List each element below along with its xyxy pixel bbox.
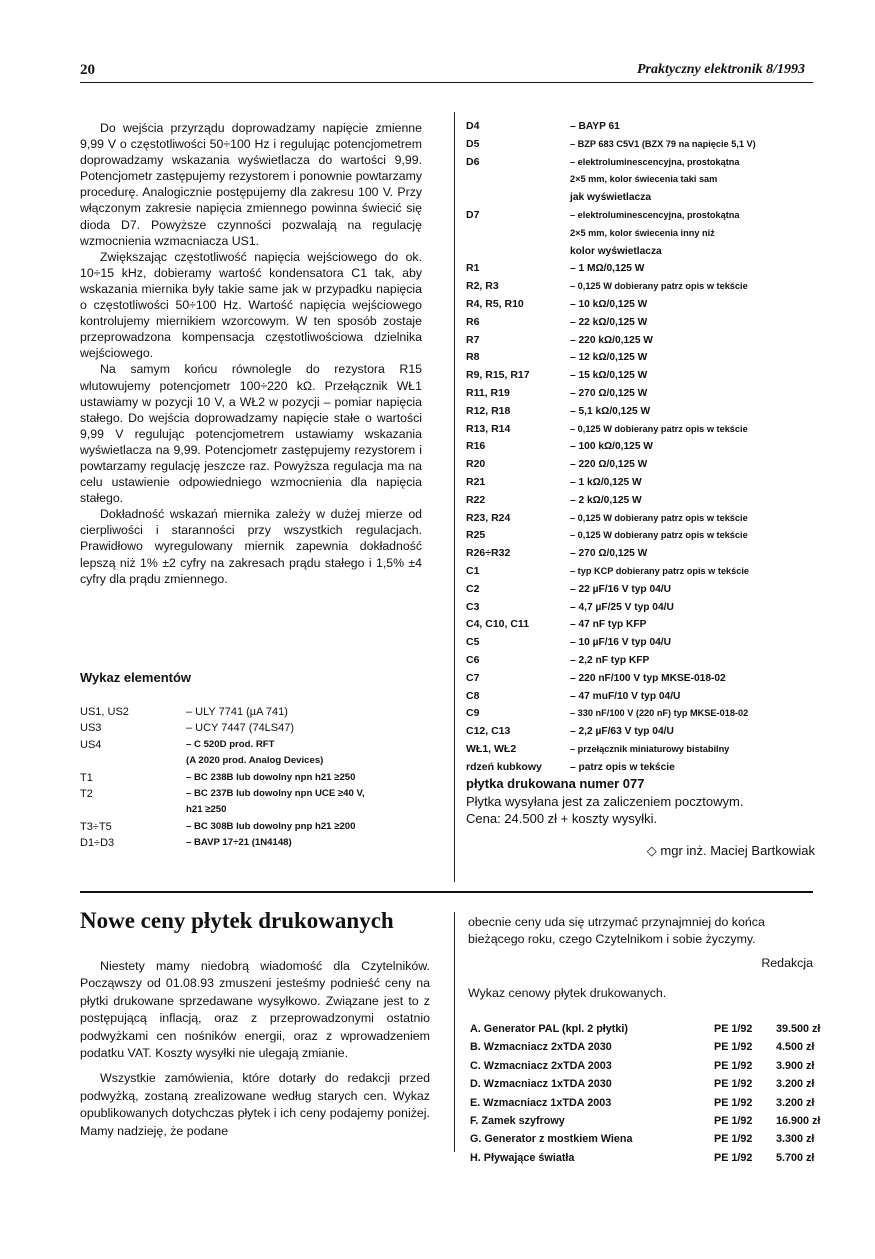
list-item-val: – 5,1 kΩ/0,125 W — [570, 405, 651, 417]
list-item-issue: PE 1/92 — [714, 1023, 753, 1035]
list-item-val: – 0,125 W dobierany patrz opis w tekście — [570, 530, 748, 541]
list-item — [466, 118, 826, 136]
price-list — [470, 1020, 830, 1167]
list-item — [466, 278, 826, 296]
list-item — [466, 599, 826, 617]
list-item-name: A. Generator PAL (kpl. 2 płytki) — [470, 1023, 628, 1035]
list-item-issue: PE 1/92 — [714, 1115, 753, 1128]
list-item — [466, 510, 826, 528]
list-item-ref: D5 — [466, 137, 480, 150]
list-item-val: – elektroluminescencyjna, prostokątna — [570, 156, 740, 167]
list-item-val: – przełącznik miniaturowy bistabilny — [570, 743, 730, 754]
list-item-ref: D6 — [466, 155, 480, 168]
list-item-val: – 15 kΩ/0,125 W — [570, 370, 648, 382]
paragraph: Wszystkie zamówienia, które dotarły do redakcji przed podwyżką, zostaną zrealizowane według starych cen. Wykaz opublikowanych dotychczas płytek i ich ceny podajemy poniżej. Mamy nadzieję, że podane — [80, 1071, 430, 1138]
list-item-name: D. Wzmacniacz 1xTDA 2030 — [470, 1078, 612, 1091]
pcb-number: płytka drukowana numer 077 — [466, 776, 645, 791]
list-item — [466, 385, 826, 403]
list-item-ref: T3÷T5 — [80, 820, 112, 833]
list-item-val: – 330 nF/100 V (220 nF) typ MKSE-018-02 — [570, 708, 749, 719]
list-item-ref: R9, R15, R17 — [466, 369, 530, 382]
list-item — [466, 296, 826, 314]
list-item-val: h21 ≥250 — [186, 804, 227, 816]
list-item — [466, 421, 826, 439]
list-item-val: – BC 238B lub dowolny npn h21 ≥250 — [186, 771, 356, 783]
list-item-ref: C6 — [466, 653, 480, 666]
list-item — [466, 367, 826, 385]
list-item-val: – 12 kΩ/0,125 W — [570, 352, 648, 364]
list-item-val: – 22 µF/16 V typ 04/U — [570, 583, 671, 595]
list-item-val: – ULY 7741 (µA 741) — [186, 706, 288, 718]
list-item-ref: C5 — [466, 636, 480, 649]
list-item — [466, 492, 826, 510]
list-item-ref — [466, 225, 570, 243]
list-item-val: – 1 kΩ/0,125 W — [570, 476, 642, 488]
list-item-name: E. Wzmacniacz 1xTDA 2003 — [470, 1096, 612, 1109]
list-item-name: B. Wzmacniacz 2xTDA 2030 — [470, 1041, 612, 1054]
list-item-val: – 220 kΩ/0,125 W — [570, 334, 653, 346]
list-item — [466, 438, 826, 456]
list-item-ref: rdzeń kubkowy — [466, 760, 542, 773]
list-item-val: – 2,2 nF typ KFP — [570, 654, 650, 666]
list-item-ref: R8 — [466, 351, 480, 364]
list-item-price: 3.900 zł — [776, 1059, 815, 1072]
list-item — [466, 759, 826, 777]
list-item-price: 4.500 zł — [776, 1041, 815, 1054]
list-item-issue: PE 1/92 — [714, 1078, 753, 1091]
signature: Redakcja — [761, 956, 813, 970]
list-item-ref: C3 — [466, 600, 480, 613]
list-item-ref — [80, 753, 186, 769]
list-item-ref: D7 — [466, 208, 480, 221]
list-item-ref: D4 — [466, 120, 480, 132]
list-item-ref: R11, R19 — [466, 386, 510, 399]
list-item-ref: C7 — [466, 671, 480, 684]
list-item-price: 3.200 zł — [776, 1078, 815, 1091]
list-item — [466, 581, 826, 599]
parts-list-left — [80, 704, 425, 852]
list-item-ref: R21 — [466, 475, 486, 488]
paragraph: Na samym końcu równolegle do rezystora R15 wlutowujemy potencjometr 100÷220 kΩ. Przełącznik WŁ1 ustawiamy w pozycji 10 V, a WŁ2 w pozycji – pomiar napięcia stałego. Do wejścia doprowadzamy napięcie stałe o wartości 9,99 V regulując potencjometrem ustawiamy wskazania wyświetlacza na 9,99. Potencjometr zastępujemy rezystorem i powtarzamy regulację jeszcze raz. Powyższa regulacja ma na celu ustawienie odpowiedniego wzmocnienia dla napięcia stałego. — [80, 362, 422, 506]
list-item — [80, 819, 425, 835]
list-item-ref: C2 — [466, 582, 480, 595]
list-item-ref: T2 — [80, 788, 93, 801]
list-item — [80, 753, 425, 769]
list-item-price: 3.300 zł — [776, 1133, 815, 1146]
list-item — [466, 545, 826, 563]
paragraph: Zwiększając częstotliwość napięcia wejściowego do ok. 10÷15 kHz, dobieramy wartość kondensatora C1 tak, aby wskazania miernika były takie same jak w przypadku napięcia o częstotliwości 50÷100 Hz. Wartość napięcia wejściowego kontrolujemy miernikiem wzorcowym. W ten sposób zostaje przeprowadzona kompensacja częstotliwościowa dzielnika wejściowego. — [80, 249, 422, 361]
list-item — [466, 741, 826, 759]
list-item-val: – UCY 7447 (74LS47) — [186, 722, 295, 735]
list-item-ref: R12, R18 — [466, 404, 511, 417]
list-item-ref: R6 — [466, 315, 480, 328]
column-divider-bottom — [454, 912, 455, 1152]
list-item-ref: C4, C10, C11 — [466, 618, 530, 631]
list-item-ref: C12, C13 — [466, 725, 511, 738]
list-item-issue: PE 1/92 — [714, 1041, 753, 1054]
list-item-issue: PE 1/92 — [714, 1151, 753, 1164]
list-item-val: – 47 muF/10 V typ 04/U — [570, 690, 681, 702]
list-item — [80, 704, 425, 720]
list-item-ref: US1, US2 — [80, 706, 129, 718]
parts-list-right — [466, 118, 826, 776]
list-item-price: 5.700 zł — [776, 1151, 815, 1164]
list-item-ref: R7 — [466, 333, 480, 346]
list-item — [466, 243, 826, 261]
list-item-issue: PE 1/92 — [714, 1096, 753, 1109]
list-item — [466, 403, 826, 421]
list-item-ref: R4, R5, R10 — [466, 297, 524, 310]
section-rule — [80, 891, 813, 893]
list-item — [466, 136, 826, 154]
list-item-ref: R1 — [466, 262, 480, 275]
list-item — [466, 207, 826, 225]
header-rule — [80, 82, 813, 83]
list-item-ref: R22 — [466, 493, 486, 506]
list-item — [466, 314, 826, 332]
list-item-ref: R13, R14 — [466, 422, 511, 435]
list-item-val: – 100 kΩ/0,125 W — [570, 441, 653, 453]
shipping-note: Płytka wysyłana jest za zaliczeniem pocztowym. — [466, 794, 744, 809]
list-item-ref: D1÷D3 — [80, 837, 115, 850]
list-item-ref: C9 — [466, 707, 480, 720]
list-item — [80, 835, 425, 851]
list-item — [470, 1112, 830, 1130]
list-item — [466, 225, 826, 243]
list-item — [466, 349, 826, 367]
list-item-ref — [466, 171, 570, 189]
list-item-val: – 2,2 µF/63 V typ 04/U — [570, 726, 674, 738]
list-item — [470, 1038, 830, 1056]
list-item-val: – patrz opis w tekście — [570, 761, 675, 773]
list-item-issue: PE 1/92 — [714, 1133, 753, 1146]
list-item-val: – 1 MΩ/0,125 W — [570, 263, 645, 275]
list-item — [80, 770, 425, 786]
list-item-val: – C 520D prod. RFT — [186, 738, 275, 750]
list-item-ref — [80, 802, 186, 818]
list-item — [470, 1130, 830, 1148]
list-item — [466, 634, 826, 652]
list-item — [470, 1075, 830, 1093]
journal-title: Praktyczny elektronik 8/1993 — [637, 62, 805, 77]
list-item-val: – 47 nF typ KFP — [570, 619, 647, 631]
list-item-price: 3.200 zł — [776, 1096, 815, 1109]
list-item — [466, 154, 826, 172]
list-item — [80, 786, 425, 802]
list-item-val: – 2 kΩ/0,125 W — [570, 494, 642, 506]
list-item — [466, 705, 826, 723]
list-item-name: C. Wzmacniacz 2xTDA 2003 — [470, 1059, 612, 1072]
list-item-val: – BAVP 17÷21 (1N4148) — [186, 837, 292, 849]
list-item-val: – 0,125 W dobierany patrz opis w tekście — [570, 281, 748, 292]
list-item — [466, 652, 826, 670]
list-item-ref — [466, 243, 570, 261]
list-item — [470, 1057, 830, 1075]
paragraph: Do wejścia przyrządu doprowadzamy napięcie zmienne 9,99 V o częstotliwości 50÷100 Hz i regulując potencjometrem doprowadzamy wskazania wyświetlacza do wartości 9,99. Potencjometr zastępujemy rezystorem i ponownie powtarzamy procedurę. Analogicznie postępujemy dla zakresu 100 V. Przy włączonym zakresie napięcia zmiennego powinna świecić się dioda D7. Powyższe czynności pozwalają na regulację wzmocnienia wzmacniacza US1. — [80, 121, 422, 248]
list-item — [80, 802, 425, 818]
list-item — [470, 1149, 830, 1167]
article-title: Nowe ceny płytek drukowanych — [80, 908, 394, 933]
list-item-ref: C1 — [466, 564, 480, 577]
list-item — [466, 688, 826, 706]
list-item-val: – 270 Ω/0,125 W — [570, 548, 648, 560]
list-item-ref: C8 — [466, 689, 480, 702]
author: ◇ mgr inż. Maciej Bartkowiak — [646, 843, 815, 858]
list-item-val: – elektroluminescencyjna, prostokątna — [570, 209, 740, 220]
list-item — [466, 723, 826, 741]
list-item-val: – 270 Ω/0,125 W — [570, 387, 648, 399]
list-item-ref: R20 — [466, 458, 486, 471]
list-item-val: – BAYP 61 — [570, 121, 620, 132]
list-item — [466, 260, 826, 278]
price-list-heading: Wykaz cenowy płytek drukowanych. — [468, 986, 667, 1000]
list-item — [470, 1020, 830, 1038]
list-item-name: F. Zamek szyfrowy — [470, 1115, 565, 1128]
list-item-val: – 220 nF/100 V typ MKSE-018-02 — [570, 672, 726, 684]
list-item — [466, 171, 826, 189]
column-divider-top — [454, 112, 455, 882]
article2-continuation: obecnie ceny uda się utrzymać przynajmniej do końca bieżącego roku, czego Czytelnikom i sobie życzymy. — [468, 915, 765, 947]
list-item — [80, 737, 425, 753]
list-item-ref: R2, R3 — [466, 280, 499, 293]
list-item-price: 16.900 zł — [776, 1115, 821, 1128]
list-item-val: – typ KCP dobierany patrz opis w tekście — [570, 565, 750, 576]
paragraph: Dokładność wskazań miernika zależy w dużej mierze od cierpliwości i staranności przy wszystkich regulacjach. Prawidłowo wyregulowany miernik zapewnia dokładność lepszą niż 1% ±2 cyfry na zakresach prądu stałego i 1,5% ±4 cyfry dla prądu zmiennego. — [80, 507, 422, 586]
list-item-name: G. Generator z mostkiem Wiena — [470, 1133, 633, 1146]
list-item-val: – BC 308B lub dowolny pnp h21 ≥200 — [186, 820, 356, 832]
list-item — [466, 670, 826, 688]
list-item-ref: T1 — [80, 771, 93, 784]
list-item-val: 2×5 mm, kolor świecenia inny niż — [570, 227, 715, 238]
list-item — [466, 616, 826, 634]
list-item — [466, 456, 826, 474]
list-item-val: – 10 kΩ/0,125 W — [570, 298, 648, 310]
list-item-ref: US3 — [80, 722, 102, 735]
list-item-val: – BC 237B lub dowolny npn UCE ≥40 V, — [186, 788, 365, 800]
list-item-ref: R16 — [466, 440, 486, 453]
list-item-ref: US4 — [80, 738, 102, 751]
parts-heading: Wykaz elementów — [80, 670, 192, 685]
list-item-val: – 4,7 µF/25 V typ 04/U — [570, 601, 674, 613]
list-item-name: H. Pływające światła — [470, 1151, 575, 1164]
list-item-ref: R23, R24 — [466, 511, 511, 524]
list-item — [466, 527, 826, 545]
list-item-ref: R25 — [466, 529, 486, 542]
list-item-ref: R26÷R32 — [466, 547, 511, 560]
list-item-val: – 0,125 W dobierany patrz opis w tekście — [570, 423, 748, 434]
paragraph: Niestety mamy niedobrą wiadomość dla Czytelników. Począwszy od 01.08.93 zmuszeni jesteśmy podnieść ceny na płytki drukowane sprzedawane wysyłkowo. Związane jest to z postępującą inflacją, oraz z przeprowadzonymi ostatnio podwyżkami cen nośników energii, oraz z wprowadzeniem podatku VAT. Koszty wysyłki nie ulegają zmianie. — [80, 959, 430, 1061]
list-item — [80, 720, 425, 736]
list-item-val: – 10 µF/16 V typ 04/U — [570, 637, 671, 649]
list-item — [466, 563, 826, 581]
pcb-price: Cena: 24.500 zł + koszty wysyłki. — [466, 811, 658, 826]
article-body-left — [80, 120, 422, 587]
list-item-val: – 22 kΩ/0,125 W — [570, 316, 648, 328]
list-item-val: – BZP 683 C5V1 (BZX 79 na napięcie 5,1 V) — [570, 138, 756, 149]
list-item-val: – 220 Ω/0,125 W — [570, 459, 648, 471]
list-item-ref — [466, 189, 570, 207]
list-item-val: jak wyświetlacza — [570, 192, 651, 204]
list-item-val: (A 2020 prod. Analog Devices) — [186, 755, 324, 767]
list-item-val: kolor wyświetlacza — [570, 245, 662, 257]
list-item-ref: WŁ1, WŁ2 — [466, 742, 517, 755]
list-item-val: – 0,125 W dobierany patrz opis w tekście — [570, 512, 748, 523]
list-item — [470, 1094, 830, 1112]
list-item-issue: PE 1/92 — [714, 1059, 753, 1072]
article2-body — [80, 958, 430, 1140]
list-item — [466, 474, 826, 492]
list-item — [466, 189, 826, 207]
page-number: 20 — [80, 62, 95, 78]
list-item-price: 39.500 zł — [776, 1023, 821, 1035]
list-item — [466, 332, 826, 350]
list-item-val: 2×5 mm, kolor świecenia taki sam — [570, 174, 718, 185]
